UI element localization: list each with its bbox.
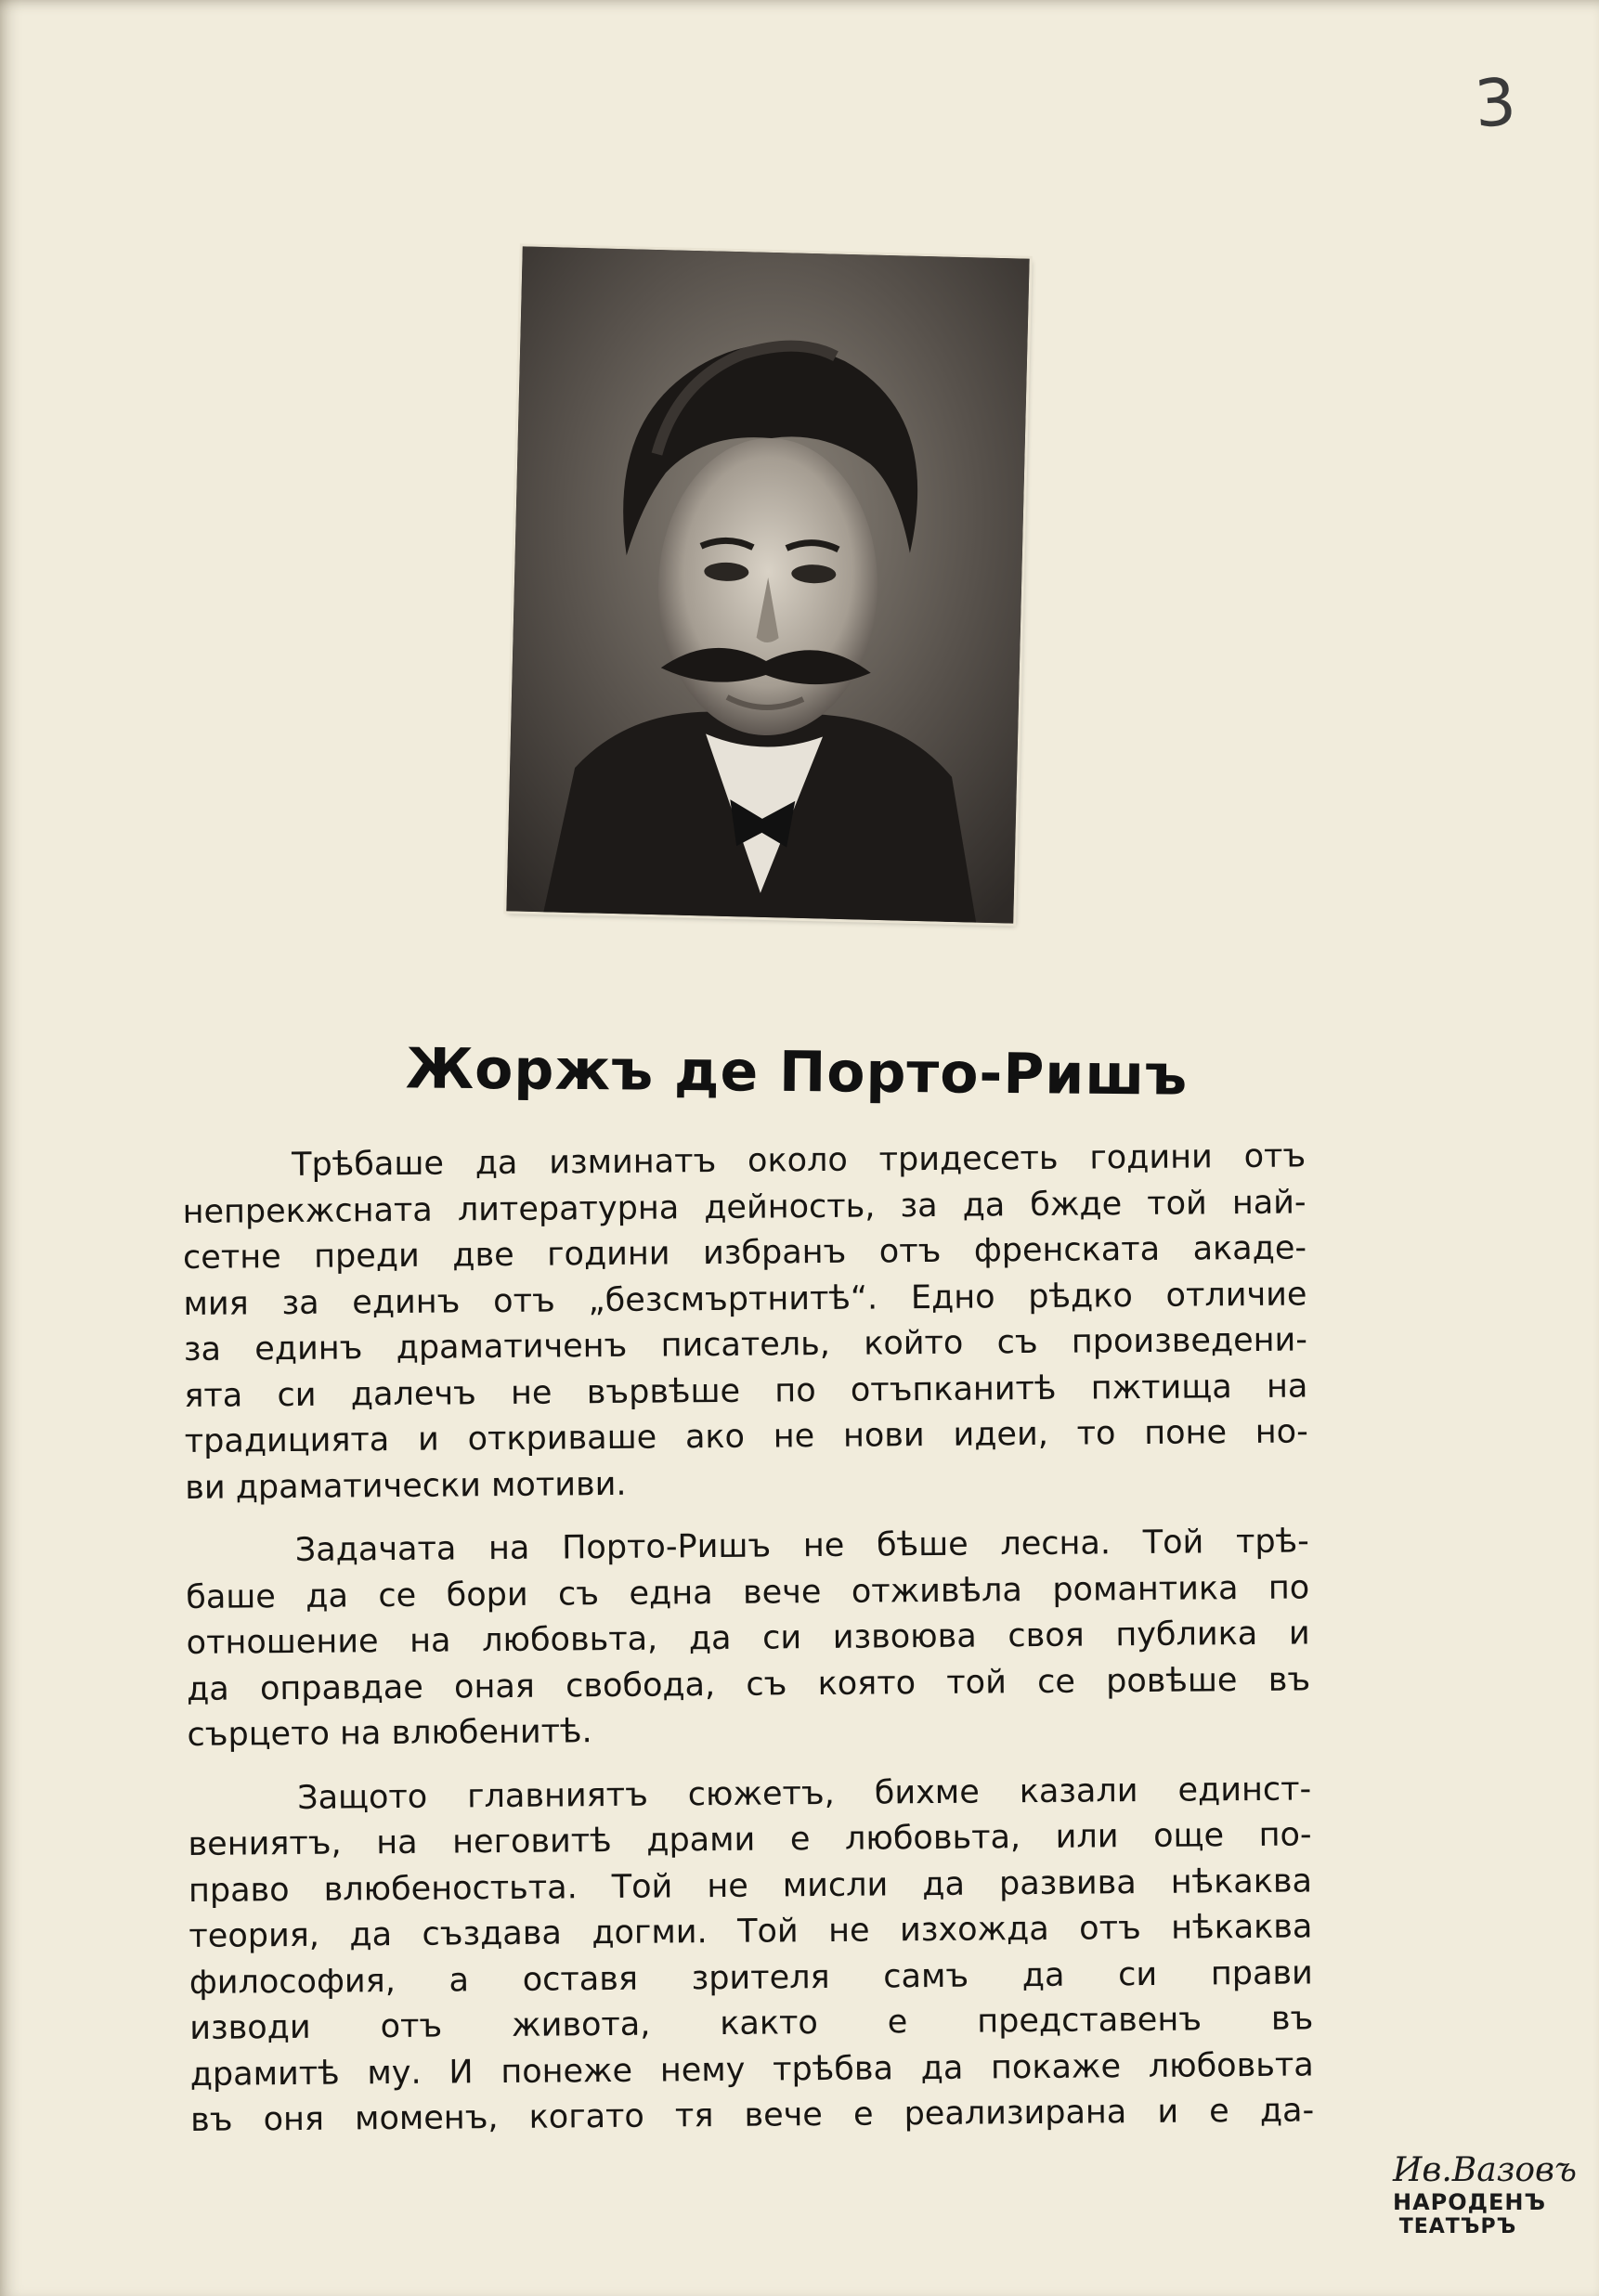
text-line: право влюбеностьта. Той не мисли да развива нѣкаква bbox=[188, 1861, 1313, 1910]
logo-signature: Ив.Вазовъ bbox=[1393, 2151, 1577, 2189]
text-line: теория, да създава догми. Той не изхожда отъ нѣкаква bbox=[188, 1908, 1313, 1955]
article-body bbox=[182, 1134, 1314, 2144]
text-line: сърцето на влюбенитѣ. bbox=[187, 1713, 592, 1754]
text-line: Трѣбаше да изминатъ около тридесеть години отъ bbox=[292, 1137, 1306, 1184]
text-line: отношение на любовьта, да си извоюва своя публика и bbox=[186, 1615, 1310, 1662]
paragraph-3 bbox=[188, 1767, 1314, 2145]
text-line: ята си далечъ не вървѣше по отъпканитѣ пжтища на bbox=[184, 1367, 1308, 1415]
portrait-photo[interactable] bbox=[506, 246, 1029, 923]
text-line: баше да се бори съ една вече отживѣла романтика по bbox=[186, 1568, 1310, 1616]
text-line: за единъ драматиченъ писатель, който съ произведени- bbox=[183, 1321, 1308, 1369]
text-line: мия за единъ отъ „безсмъртнитѣ“. Едно рѣдко отличие bbox=[183, 1275, 1307, 1323]
text-line: вениятъ, на неговитѣ драми е любовьта, или още по- bbox=[188, 1816, 1312, 1863]
text-line: ви драматически мотиви. bbox=[185, 1465, 627, 1507]
paragraph-2 bbox=[186, 1519, 1311, 1758]
text-line: Задачата на Порто-Ришъ не бѣше лесна. Той трѣ- bbox=[294, 1523, 1309, 1569]
theatre-logo bbox=[1393, 2151, 1577, 2254]
text-line: философия, а оставя зрителя самъ да си прави bbox=[188, 1953, 1314, 2002]
portrait-icon bbox=[506, 246, 1029, 923]
page-number: 3 bbox=[1472, 63, 1519, 143]
text-line: Защото главниятъ сюжетъ, бихме казали единст- bbox=[296, 1770, 1312, 1817]
text-line: да оправдае оная свобода, съ която той се ровѣше въ bbox=[186, 1660, 1311, 1708]
text-line: сетне преди две години избранъ отъ френската акаде- bbox=[182, 1229, 1307, 1277]
logo-line-1: НАРОДЕНЪ bbox=[1393, 2189, 1547, 2215]
text-line: изводи отъ живота, както е представенъ въ bbox=[189, 2000, 1314, 2047]
text-line: драмитѣ му. И понеже нему трѣбва да покаже любовьта bbox=[189, 2045, 1314, 2094]
text-line: традицията и откриваше ако не нови идеи, то поне но- bbox=[184, 1413, 1308, 1460]
page-title: Жоржъ де Порто-Ришъ bbox=[405, 1036, 1189, 1109]
logo-line-2: ТЕАТЪРЪ bbox=[1398, 2215, 1517, 2238]
text-line: непрекжсната литературна дейность, за да бжде той най- bbox=[182, 1183, 1306, 1231]
text-line: въ оня моменъ, когато тя вече е реализирана и е да- bbox=[190, 2092, 1315, 2139]
paragraph-1 bbox=[182, 1134, 1308, 1511]
